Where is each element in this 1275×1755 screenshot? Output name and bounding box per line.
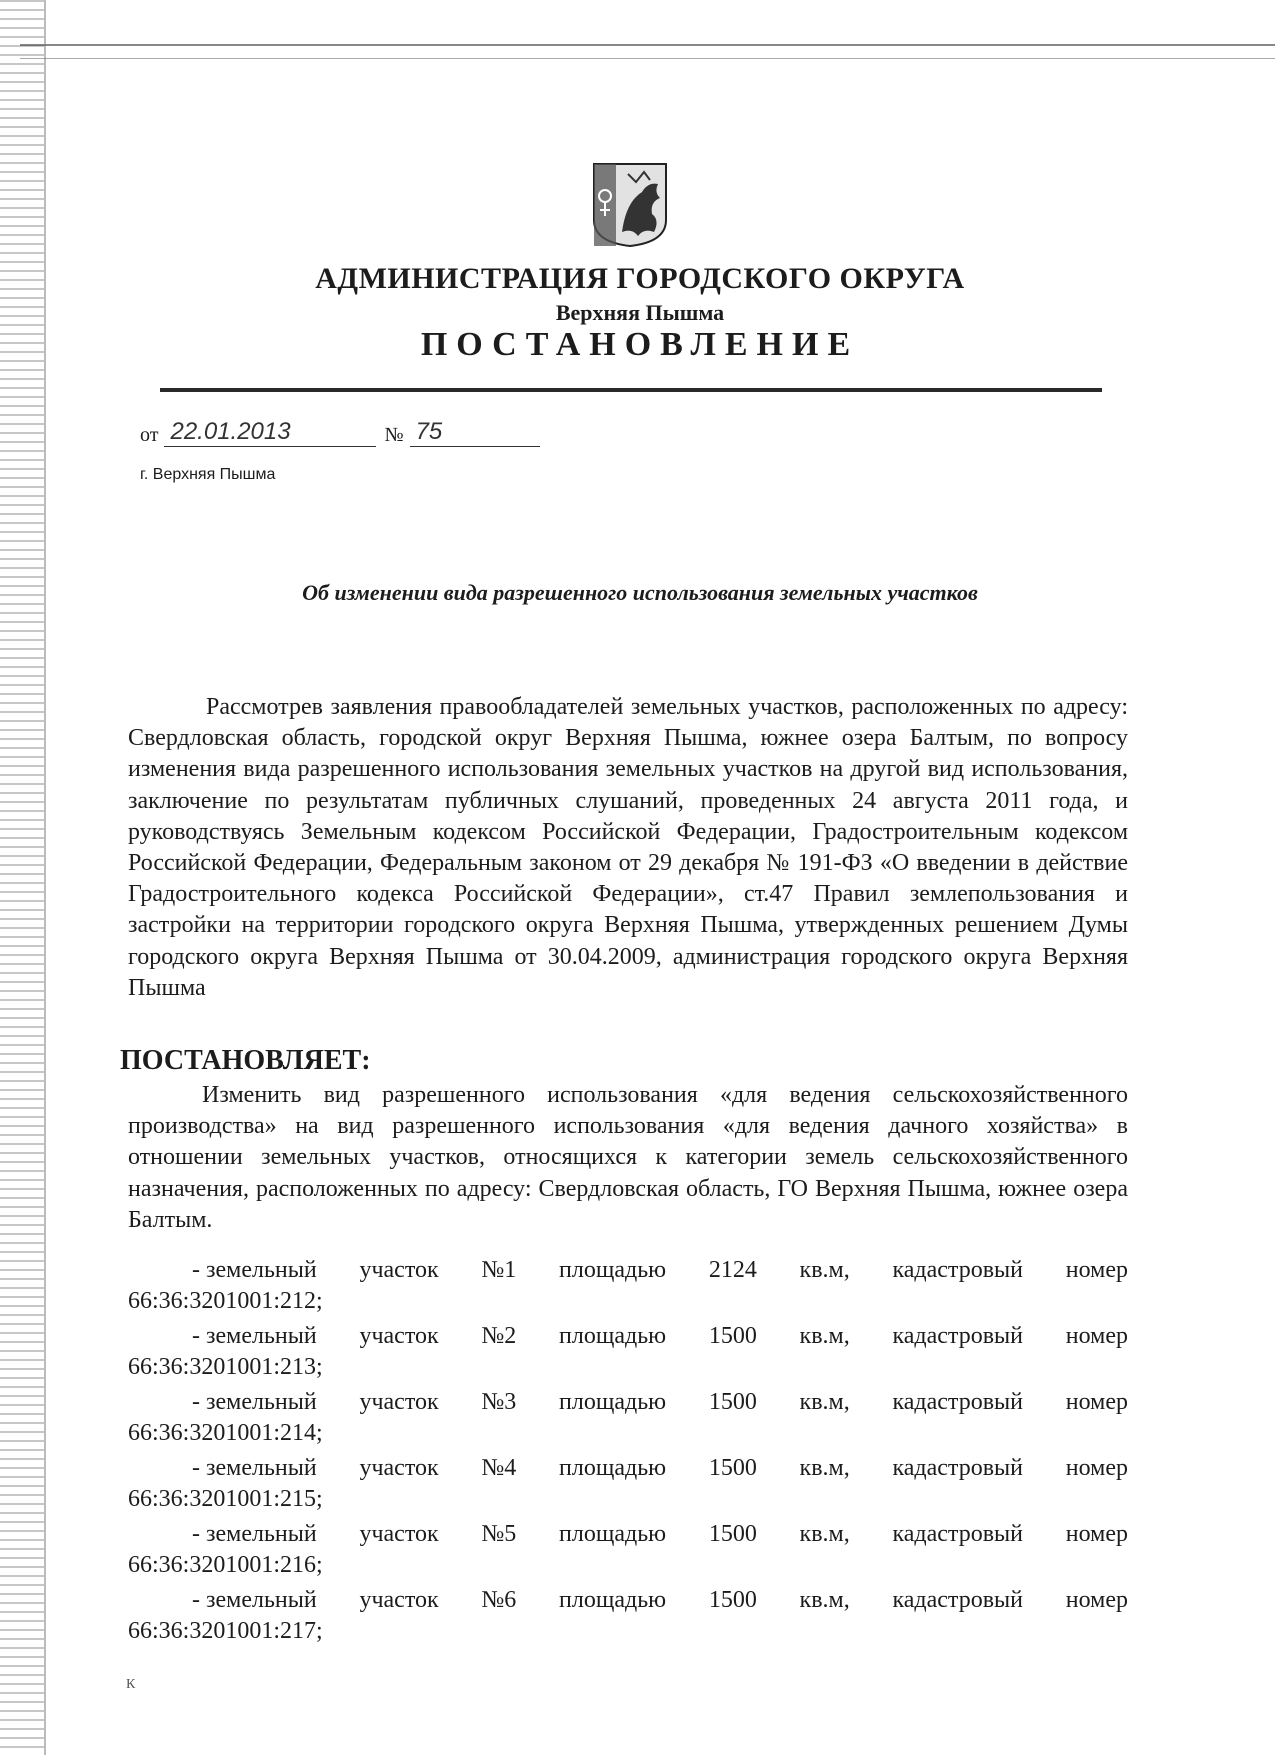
organization-title: АДМИНИСТРАЦИЯ ГОРОДСКОГО ОКРУГА xyxy=(315,262,965,295)
handwritten-number: 75 xyxy=(410,418,540,447)
document-subject: Об изменении вида разрешенного использования земельных участков xyxy=(302,580,978,605)
land-plot-list xyxy=(128,1255,1128,1651)
scan-edge-top xyxy=(20,44,1275,59)
list-item: - земельный участок №1 площадью 2124 кв.м, кадастровый номер 66:36:3201001:212; xyxy=(128,1255,1128,1321)
cadastral-number: 66:36:3201001:213; xyxy=(128,1354,323,1380)
decree-heading: ПОСТАНОВЛЯЕТ: xyxy=(120,1045,371,1076)
list-item: - земельный участок №4 площадью 1500 кв.м, кадастровый номер 66:36:3201001:215; xyxy=(128,1453,1128,1519)
list-item: - земельный участок №6 площадью 1500 кв.м, кадастровый номер 66:36:3201001:217; xyxy=(128,1585,1128,1651)
organization-city: Верхняя Пышма xyxy=(555,300,725,325)
scan-edge-left xyxy=(0,0,44,1755)
cadastral-number: 66:36:3201001:214; xyxy=(128,1420,323,1446)
preamble-paragraph: Рассмотрев заявления правообладателей земельных участков, расположенных по адресу: Свердловская область, городской округ Верхняя Пышма, южнее озера Балтым, по вопросу изменения вида разрешенного использования земельных участков на другой вид использования, заключение по результатам публичных слушаний, проведенных 24 августа 2011 года, и руководствуясь Земельным кодексом Российской Федерации, Градостроительным кодексом Российской Федерации, Федеральным законом от 29 декабря № 191-ФЗ «О введении в действие Градостроительного кодекса Российской Федерации», ст.47 Правил землепользования и застройки на территории городского округа Верхняя Пышма, утвержденных решением Думы городского округа Верхняя Пышма от 30.04.2009, администрация городского округа Верхняя Пышма xyxy=(128,694,1128,1001)
list-item: - земельный участок №5 площадью 1500 кв.м, кадастровый номер 66:36:3201001:216; xyxy=(128,1519,1128,1585)
header-rule xyxy=(160,388,1102,392)
scan-edge-line xyxy=(44,0,46,1755)
date-number-line xyxy=(140,418,540,447)
handwritten-date: 22.01.2013 xyxy=(164,418,376,447)
list-item: - земельный участок №2 площадью 1500 кв.м, кадастровый номер 66:36:3201001:213; xyxy=(128,1321,1128,1387)
number-label: № xyxy=(384,424,404,446)
cadastral-number: 66:36:3201001:217; xyxy=(128,1618,323,1644)
list-item: - земельный участок №3 площадью 1500 кв.м, кадастровый номер 66:36:3201001:214; xyxy=(128,1387,1128,1453)
coat-of-arms-icon xyxy=(592,162,668,248)
date-prefix: от xyxy=(140,424,159,446)
cadastral-number: 66:36:3201001:215; xyxy=(128,1486,323,1512)
decision-paragraph: Изменить вид разрешенного использования «для ведения сельскохозяйственного производства» на вид разрешенного использования «для ведения дачного хозяйства» в отношении земельных участков, относящихся к категории земель сельскохозяйственного назначения, расположенных по адресу: Свердловская область, ГО Верхняя Пышма, южнее озера Балтым. xyxy=(128,1082,1128,1233)
place-of-issue: г. Верхняя Пышма xyxy=(140,466,276,483)
footer-mark: К xyxy=(126,1677,136,1692)
cadastral-number: 66:36:3201001:212; xyxy=(128,1288,323,1314)
cadastral-number: 66:36:3201001:216; xyxy=(128,1552,323,1578)
document-type: ПОСТАНОВЛЕНИЕ xyxy=(420,326,860,363)
